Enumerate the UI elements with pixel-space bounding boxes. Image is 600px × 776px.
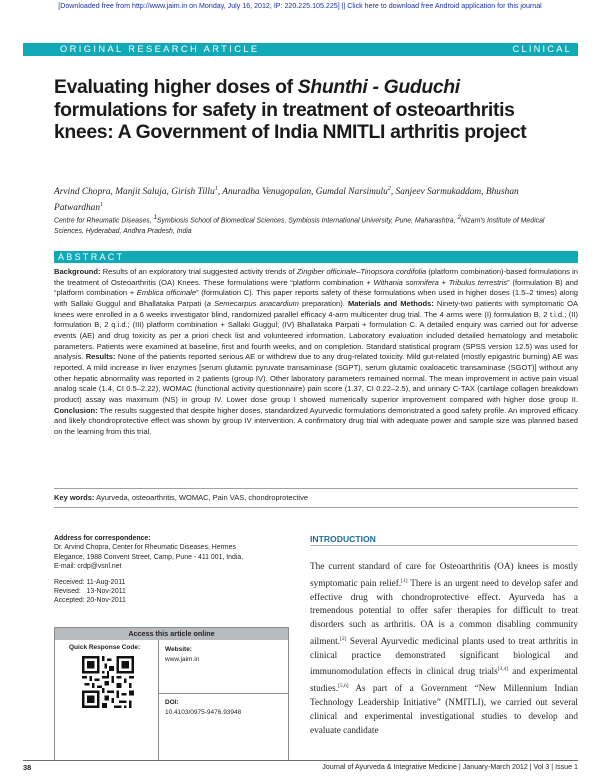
keywords: Key words: Ayurveda, osteoarthritis, WOMAC, Pain VAS, chondroprotective — [54, 493, 309, 502]
doi-label: DOI: — [165, 699, 179, 706]
abstract-heading-bar — [54, 251, 578, 263]
correspondence-email[interactable]: E-mail: crdp@vsnl.net — [54, 563, 122, 571]
journal-footer: Journal of Ayurveda & Integrative Medicine | January-March 2012 | Vol 3 | Issue 1 — [322, 763, 578, 771]
download-banner[interactable]: [Downloaded free from http://www.jaim.in on Monday, July 16, 2012, IP: 220.225.105.225] || Click here to download free Android application for this journal — [58, 2, 542, 10]
received-date: Received: 11-Aug-2011 — [54, 579, 126, 586]
divider — [54, 488, 578, 489]
article-category-label: CLINICAL — [512, 44, 572, 54]
access-heading: Access this article online — [55, 628, 288, 640]
introduction-text: The current standard of care for Osteoarthritis (OA) knees is mostly symptomatic pain relief.[1] There is an urgent need to develop safer and effective drug with chondroprotective effect. Ayurveda has a tremendous potential to offer safer therapies for difficult to treat disorders such as arthritis. OA is a common disabling community ailment.[2] Several Ayurvedic medicinal plants used to treat arthritis in clinical practice demonstrated significant biological and immunomodulation effects in clinical drug trials[3,4] and experimental studies.[5,6] As part of a Government “New Millennium Indian Technology Leadership Initiative” (NMITLI), we carried out several clinical and experimental investigational studies to develop and evaluate candidate — [310, 562, 578, 736]
introduction-heading: INTRODUCTION — [310, 534, 376, 544]
website-label: Website: — [165, 646, 192, 653]
revised-date: Revised: 13-Nov-2011 — [54, 588, 126, 596]
article-type-bar — [23, 43, 578, 56]
website-link[interactable]: www.jaim.in — [165, 656, 200, 663]
correspondence-block — [54, 534, 289, 572]
access-online-box — [54, 627, 289, 761]
abstract-heading: ABSTRACT — [58, 252, 125, 262]
page-number: 38 — [23, 763, 32, 772]
divider — [158, 640, 159, 761]
correspondence-line: Dr. Arvind Chopra, Center for Rheumatic Diseases, Hermes — [54, 544, 236, 552]
article-type-label: ORIGINAL RESEARCH ARTICLE — [60, 44, 260, 54]
divider — [158, 693, 289, 694]
author-list: Arvind Chopra, Manjit Saluja, Girish Tillu$^1$, Anuradha Venugopalan, Gumdal Narsimulu$^2$, Sanjeev Sarmukaddam, Bhushan Patwardhan$^1$ — [54, 186, 519, 214]
correspondence-line: Elegance, 1988 Convent Street, Camp, Pune - 411 001, India. — [54, 553, 244, 561]
footer-divider — [23, 760, 578, 761]
article-title: Evaluating higher doses of Shunthi - Guduchi formulations for safety in treatment of osteoarthritis knees: A Government of India NMITLI arthritis project — [54, 76, 527, 143]
divider — [54, 507, 578, 508]
doi-link[interactable]: 10.4103/0975-9476.93948 — [165, 709, 242, 716]
qr-label: Quick Response Code: — [69, 644, 141, 651]
abstract-text: Background: Results of an exploratory trial suggested activity trends of Zingiber officinale–Tinopsora cordifolia (platform combination)-based formulations in the treatment of Osteoarthritis (OA) Knees. These formulations were “platform combination + Withania somnifera + Tribulus terrestris” (formulation B) and “platform combination + Emblica officinale” (formulation C). This paper reports safety of these formulations when used in higher doses (1.5–2 times) along with Sallaki Guggul and Bhallataka Parpati (a Semecarpus anacardium preparation). Materials and Methods: Ninety-two patients with symptomatic OA knees were enrolled in a 6 weeks investigator blind, randomized parallel efficacy 4-arm multicenter drug trial. The 4 arms were (I) formulation B, 2 t.i.d.; (II) formulation B, 2 q.i.d.; (III) platform combination + Sallaki Guggul; (IV) Bhallataka Parpati + formulation C. A detailed enquiry was carried out for adverse events (AE) and drug toxicity as per a priori check list and volunteered information. Laboratory evaluation included detailed hematology and metabolic parameters. Patients were examined at baseline, first and fourth weeks, and on completion. Standard statistical program (SPSS version 12.5) was used for analysis. Results: None of the patients reported serious AE or withdrew due to any drug-related toxicity. Mild gut-related (mostly epigastric burning) AE was reported. A mild increase in liver enzymes [serum glutamic pyruvate transaminase (SGPT), serum glutamic oxaloacetic transaminase (SGOT)] without any other hepatic abnormality was reported in 2 patients (group IV). Other laboratory parameters remained normal. The mean improvement in active pain visual analog scale (1.4, CI 0.5–2.22), WOMAC (functional activity questionnaire) pain score (1.37, CI 0.22–2.5), and urinary C-TAX (cartilage collagen breakdown product) assay was maximum (NS) in group IV. Lower dose group I showed numerically superior improvement compared with higher dose group II. Conclusion: The results suggested that despite higher doses, standardized Ayurvedic formulations demonstrated a good safety profile. An improved efficacy and likely chondroprotective effect was shown by group IV intervention. A confirmatory drug trial with adequate power and sample size was planned based on the learning from this trial. — [54, 267, 578, 436]
correspondence-label: Address for correspondence: — [54, 535, 151, 542]
qr-code-icon[interactable] — [82, 656, 134, 708]
article-dates — [54, 578, 289, 606]
affiliations: Centre for Rheumatic Diseases, $^1$Symbiosis School of Biomedical Sciences, Symbiosis International University, Pune, Maharashtra, $^2$Nizam's Institute of Medical Sciences, Hyderabad, Andhra Pradesh, India — [54, 215, 545, 235]
accepted-date: Accepted: 20-Nov-2011 — [54, 597, 126, 605]
divider — [310, 545, 578, 546]
